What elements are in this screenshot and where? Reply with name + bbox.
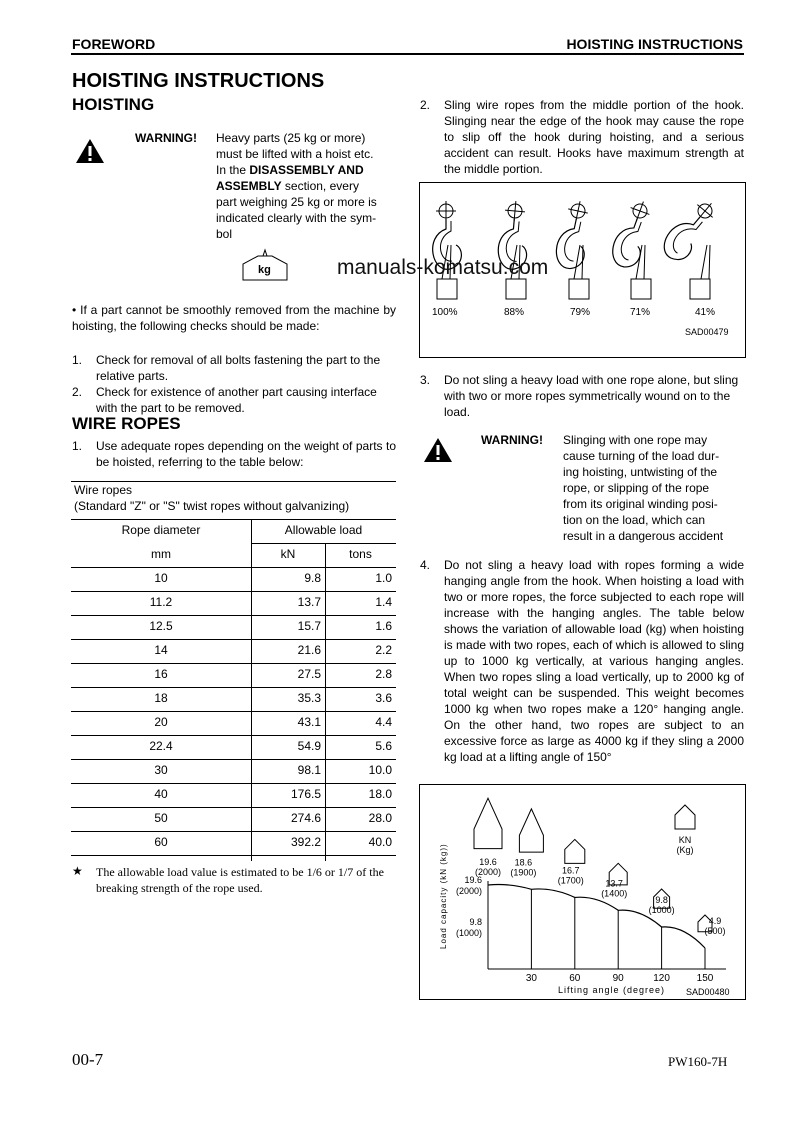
hook-percent-label: 71% <box>630 307 651 318</box>
y-axis-label: Load capacity (kN (kg)) <box>439 843 448 949</box>
rope-table <box>71 481 396 861</box>
chart-code: SAD00480 <box>686 987 730 997</box>
weight-icon <box>565 839 585 863</box>
hook-percent-label: 41% <box>695 307 716 318</box>
cell-kn: 35.3 <box>297 691 321 705</box>
hook-percent-label: 100% <box>432 307 458 318</box>
x-tick-label: 90 <box>612 973 624 984</box>
point-sublabel: (1000) <box>648 905 675 915</box>
cell-diameter: 14 <box>154 643 168 657</box>
point-sublabel: (2000) <box>474 867 502 877</box>
check-1-num: 1. <box>72 353 83 367</box>
cell-diameter: 50 <box>154 811 168 825</box>
cell-kn: 392.2 <box>290 835 321 849</box>
unit-tons: tons <box>349 547 372 561</box>
table-caption-sub: (Standard "Z" or "S" twist ropes without galvanizing) <box>74 499 350 513</box>
cell-tons: 1.0 <box>375 571 392 585</box>
y-tick-label: 9.8 <box>469 917 482 927</box>
hook-figure-code: SAD00479 <box>685 327 729 337</box>
hook-icon <box>608 197 658 271</box>
cell-diameter: 10 <box>154 571 168 585</box>
section-heading-hoisting: HOISTING <box>72 95 155 114</box>
y-tick-label: 19.6 <box>464 875 482 885</box>
col-rope-diameter: Rope diameter <box>121 523 201 537</box>
footer-model: PW160-7H <box>668 1054 728 1069</box>
cell-kn: 54.9 <box>297 739 321 753</box>
cell-diameter: 60 <box>154 835 168 849</box>
cell-diameter: 40 <box>154 787 168 801</box>
legend-sublabel: (Kg) <box>676 845 694 855</box>
cell-tons: 1.4 <box>375 595 392 609</box>
load-block <box>631 245 651 299</box>
kg-weight-symbol: kg <box>240 246 290 282</box>
cell-diameter: 11.2 <box>149 595 173 609</box>
item-3: Do not sling a heavy load with one rope alone, but sling with two or more ropes symmetrically wound on to the load. <box>444 373 739 419</box>
point-sublabel: (1400) <box>601 888 628 899</box>
cell-kn: 21.6 <box>297 643 321 657</box>
cell-tons: 2.8 <box>375 667 392 681</box>
table-caption: Wire ropes <box>74 483 133 497</box>
hook-percent-label: 79% <box>570 307 591 318</box>
weight-icon <box>519 809 543 852</box>
legend-label: KN <box>678 835 692 845</box>
watermark: manuals-komatsu.com <box>337 256 549 279</box>
item-4: Do not sling a heavy load with ropes forming a wide hanging angle from the hook. When hoisting a load with two or more ropes, the force subjected to each rope will increase with the hanging angles. The table below shows the variation of allowable load (kg) when hoisting is made with two ropes, each of which is allowed to sling up to 1000 kg vertically, at various hanging angles. When two ropes sling a load vertically, up to 2000 kg of total weight can be suspended. This weight becomes 1000 kg when two ropes make a 120° hanging angle. On the other hand, two ropes are subject to an excessive force as large as 4000 kg if they sling a 2000 kg load at a lifting angle of 150° <box>444 558 744 764</box>
y-tick-sublabel: (1000) <box>455 928 482 938</box>
weight-icon <box>474 798 502 848</box>
point-label: 16.7 <box>562 865 580 876</box>
section-heading-wire-ropes: WIRE ROPES <box>72 414 181 433</box>
x-tick-label: 150 <box>696 973 714 984</box>
footer-page: 00-7 <box>72 1050 104 1069</box>
page-title: HOISTING INSTRUCTIONS <box>72 70 325 92</box>
cell-kn: 27.5 <box>297 667 321 681</box>
check-2: Check for existence of another part causing interface with the part to be removed. <box>96 385 377 415</box>
cell-tons: 10.0 <box>368 763 392 777</box>
warning-label-2: WARNING! <box>481 433 543 447</box>
hook-icon <box>553 198 595 271</box>
x-tick-label: 120 <box>653 973 670 984</box>
point-label: 19.6 <box>479 857 497 867</box>
load-block <box>690 245 710 299</box>
load-chart-svg <box>420 785 745 999</box>
wire-item-1: Use adequate ropes depending on the weight of parts to be hoisted, referring to the table below: <box>96 439 396 469</box>
hoisting-bullet: • If a part cannot be smoothly removed from the machine by hoisting, the following checks should be made: <box>72 303 396 333</box>
cell-tons: 28.0 <box>368 811 392 825</box>
item-4-num: 4. <box>420 558 431 572</box>
cell-diameter: 22.4 <box>149 739 173 753</box>
cell-tons: 4.4 <box>375 715 392 729</box>
cell-tons: 40.0 <box>368 835 392 849</box>
note-star: ★ <box>72 864 83 878</box>
unit-kn: kN <box>280 547 296 561</box>
warning-text: Heavy parts (25 kg or more) must be lifted with a hoist etc. In the DISASSEMBLY AND ASSEMBLY section, every part weighing 25 kg or more is indicated clearly with the sym- bol <box>216 131 377 241</box>
point-sublabel: (500) <box>704 926 726 936</box>
unit-mm: mm <box>151 547 171 561</box>
point-label: 18.6 <box>514 857 533 868</box>
cell-kn: 15.7 <box>297 619 321 633</box>
cell-diameter: 16 <box>154 667 168 681</box>
item-2-num: 2. <box>420 98 431 112</box>
cell-kn: 274.6 <box>290 811 321 825</box>
col-allowable-load: Allowable load <box>284 523 363 537</box>
item-2: Sling wire ropes from the middle portion of the hook. Slinging near the edge of the hook may cause the rope to slip off the hook during hoisting, and a serious accident can result. Hooks have maximum strength at the middle portion. <box>444 98 744 176</box>
header-left: FOREWORD <box>72 36 156 52</box>
load-block <box>569 245 589 299</box>
cell-diameter: 12.5 <box>149 619 173 633</box>
y-tick-sublabel: (2000) <box>455 886 482 896</box>
load-chart <box>419 784 746 1000</box>
warning-label: WARNING! <box>135 131 197 145</box>
warning-text-2: Slinging with one rope may cause turning of the load dur- ing hoisting, untwisting of the rope, or slipping of the rope from its original winding posi- tion on the load, which can result in a dangerous accident <box>563 433 724 543</box>
x-tick-label: 30 <box>525 973 537 984</box>
check-2-num: 2. <box>72 385 83 399</box>
warning-icon <box>75 138 105 164</box>
rope-note: The allowable load value is estimated to be 1/6 or 1/7 of the breaking strength of the rope used. <box>96 865 384 895</box>
wire-item-1-num: 1. <box>72 439 83 453</box>
cell-tons: 5.6 <box>375 739 392 753</box>
cell-diameter: 20 <box>154 715 168 729</box>
point-sublabel: (1700) <box>557 875 584 886</box>
point-label: 13.7 <box>605 878 623 889</box>
cell-tons: 18.0 <box>368 787 392 801</box>
capacity-curve <box>488 885 705 948</box>
cell-diameter: 18 <box>154 691 168 705</box>
point-sublabel: (1900) <box>510 867 537 878</box>
cell-tons: 1.6 <box>375 619 392 633</box>
header-right: HOISTING INSTRUCTIONS <box>566 36 743 52</box>
cell-kn: 9.8 <box>304 571 321 585</box>
x-tick-label: 60 <box>569 973 581 984</box>
hook-percent-label: 88% <box>504 307 525 318</box>
cell-kn: 176.5 <box>290 787 321 801</box>
item-3-num: 3. <box>420 373 431 387</box>
point-label: 4.9 <box>708 916 722 926</box>
legend-weight-icon <box>675 805 695 829</box>
hook-icon <box>657 195 723 266</box>
cell-kn: 43.1 <box>297 715 321 729</box>
x-axis-label: Lifting angle (degree) <box>558 985 666 995</box>
header-rule <box>71 53 744 55</box>
cell-tons: 3.6 <box>375 691 392 705</box>
cell-diameter: 30 <box>154 763 168 777</box>
warning-icon-2 <box>423 437 453 463</box>
check-1: Check for removal of all bolts fastening the part to the relative parts. <box>96 353 381 383</box>
cell-tons: 2.2 <box>375 643 392 657</box>
cell-kn: 98.1 <box>297 763 321 777</box>
cell-kn: 13.7 <box>297 595 321 609</box>
point-label: 9.8 <box>655 895 668 905</box>
